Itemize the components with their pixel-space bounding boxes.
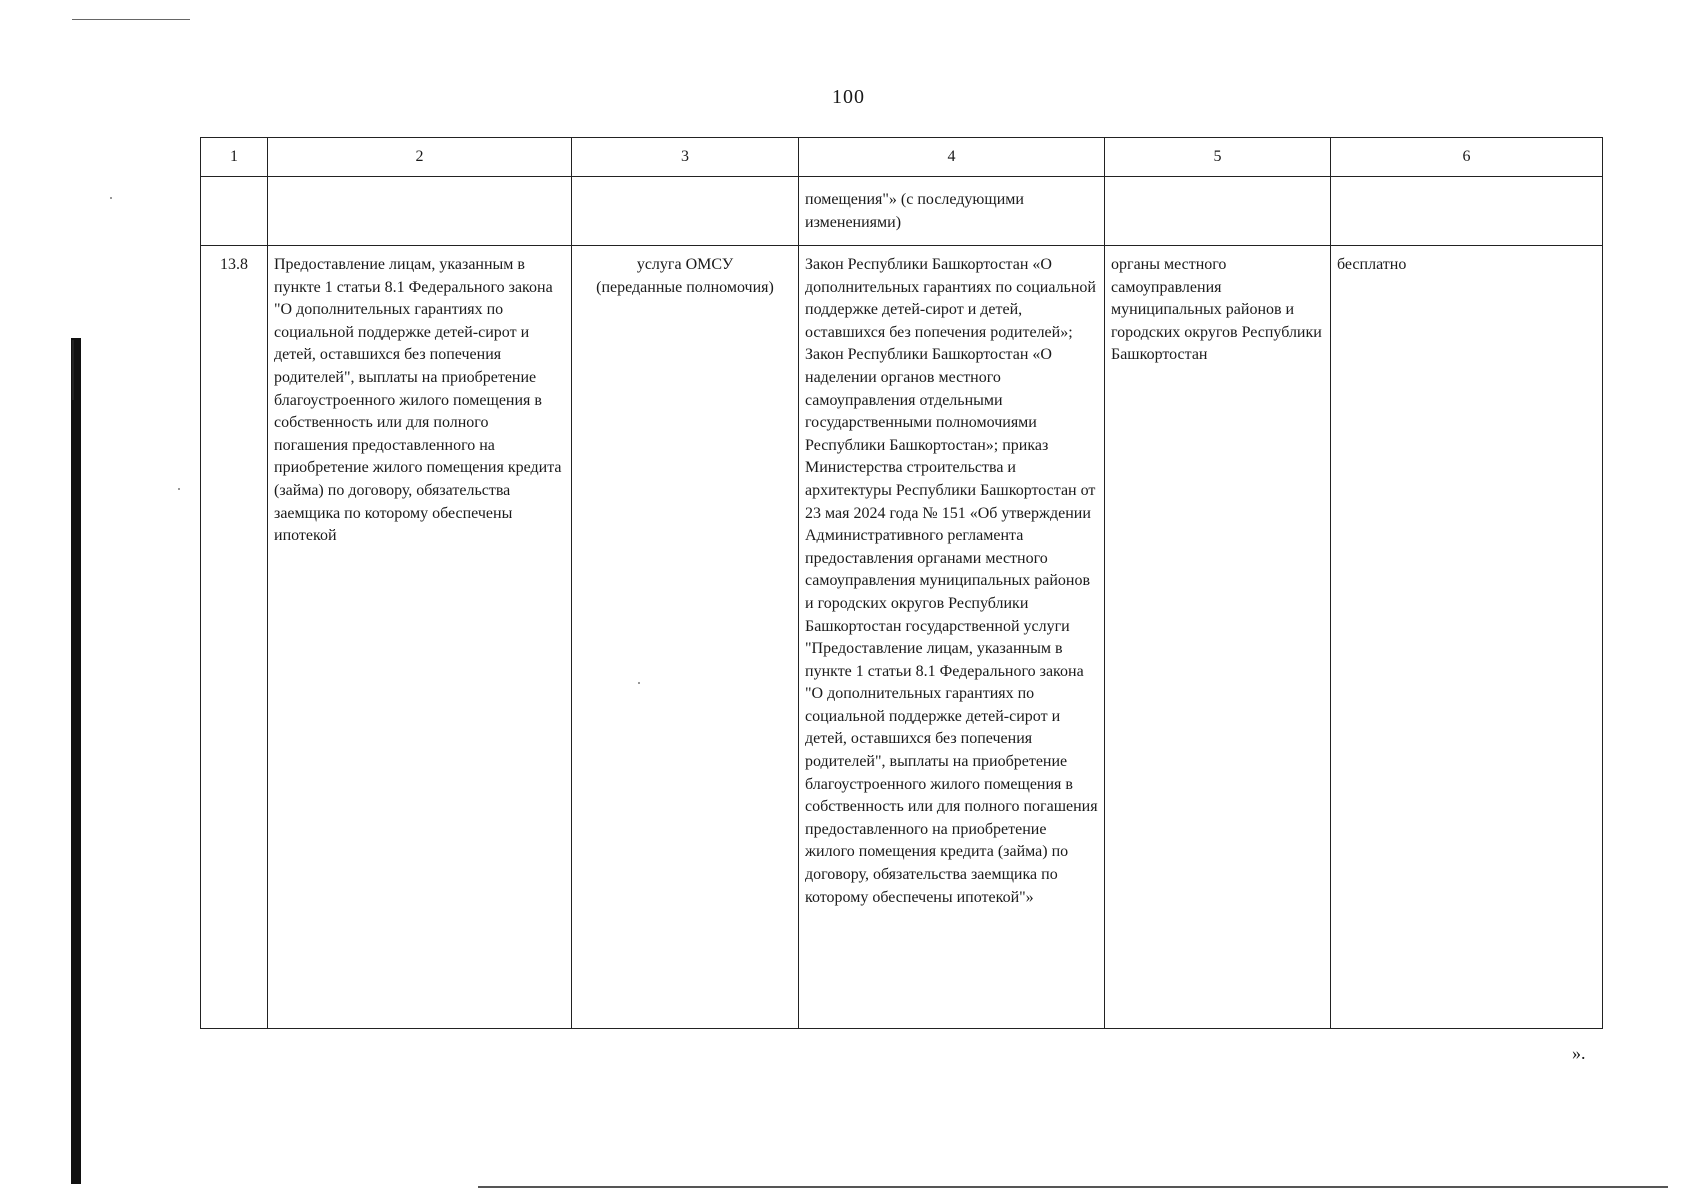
column-header: 2: [268, 138, 572, 177]
column-header: 5: [1105, 138, 1331, 177]
column-header: 1: [201, 138, 268, 177]
service-type-line2: (переданные полномочия): [596, 278, 774, 296]
service-fee: бесплатно: [1331, 246, 1603, 1029]
scan-artifact-left-thin: [72, 340, 74, 400]
legal-basis: Закон Республики Башкортостан «О дополнительных гарантиях по социальной поддержке детей-сирот и детей, оставшихся без попечения родителей»; Закон Республики Башкортостан «О наделении органов местного самоуправления отдельными государственными полномочиями Республики Башкортостан»; приказ Министерства строительства и архитектуры Республики Башкортостан от 23 мая 2024 года № 151 «Об утверждении Административного регламента предоставления органами местного самоуправления муниципальных районов и городских округов Республики Башкортостан государственной услуги "Предоставление лицам, указанным в пункте 1 статьи 8.1 Федерального закона "О дополнительных гарантиях по социальной поддержке детей-сирот и детей, оставшихся без попечения родителей", выплаты на приобретение благоустроенного жилого помещения в собственность или для полного погашения предоставленного на приобретение жилого помещения кредита (займа) по договору, обязательства заемщика по которому обеспечены ипотекой"»: [799, 246, 1105, 1029]
column-header: 4: [799, 138, 1105, 177]
table-row-continuation: [201, 177, 1603, 246]
row-number: 13.8: [201, 246, 268, 1029]
service-provider: органы местного самоуправления муниципальных районов и городских округов Республики Башкортостан: [1105, 246, 1331, 1029]
scan-speck: [178, 488, 180, 490]
column-header: 3: [572, 138, 799, 177]
table-row-13-8: [201, 246, 1603, 1029]
service-type: [572, 246, 799, 1029]
legal-basis-continuation: помещения"» (с последующими изменениями): [799, 177, 1105, 246]
service-type-line1: услуга ОМСУ: [636, 256, 734, 273]
service-name: Предоставление лицам, указанным в пункте 1 статьи 8.1 Федерального закона "О дополнительных гарантиях по социальной поддержке детей-сирот и детей, оставшихся без попечения родителей", выплаты на приобретение благоустроенного жилого помещения в собственность или для полного погашения предоставленного на приобретение жилого помещения кредита (займа) по договору, обязательства заемщика по которому обеспечены ипотекой: [268, 246, 572, 1029]
table-cell: [1105, 177, 1331, 246]
closing-quote-mark: ».: [1572, 1043, 1586, 1063]
page-number: 100: [832, 86, 865, 108]
table-cell: [572, 177, 799, 246]
table-header-row: [201, 138, 1603, 177]
table-cell: [268, 177, 572, 246]
table-cell: [1331, 177, 1603, 246]
scan-speck: [110, 197, 112, 199]
services-table: [200, 137, 1603, 1029]
scan-artifact-top-line: [72, 19, 190, 20]
table-cell: [201, 177, 268, 246]
scan-artifact-bottom-line: [478, 1186, 1668, 1188]
scan-artifact-left-bar: [71, 338, 81, 1184]
column-header: 6: [1331, 138, 1603, 177]
